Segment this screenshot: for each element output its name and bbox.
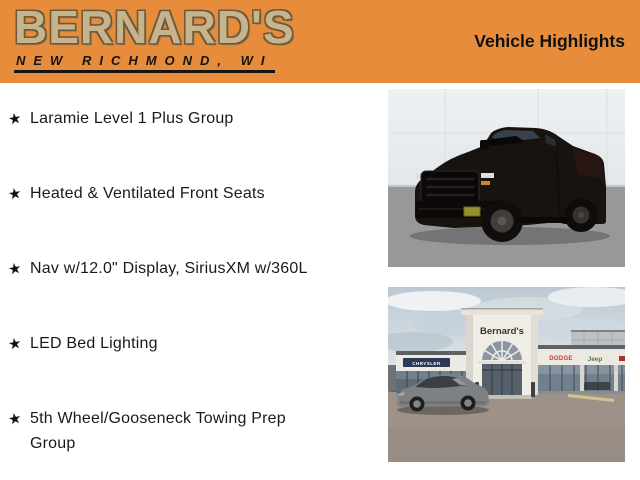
feature-item <box>8 331 308 356</box>
feature-text: Laramie Level 1 Plus Group <box>30 110 234 127</box>
dealership-illustration <box>388 287 625 462</box>
star-icon: ★ <box>6 184 23 204</box>
feature-item <box>8 106 308 131</box>
chrysler-sign: CHRYSLER <box>412 361 441 366</box>
page-title: Vehicle Highlights <box>474 31 625 51</box>
feature-item <box>8 256 308 281</box>
jeep-sign: Jeep <box>587 356 603 363</box>
feature-text: 5th Wheel/Gooseneck Towing Prep Group <box>30 410 286 452</box>
dodge-sign: DODGE <box>549 356 573 362</box>
dealer-logo-location: NEW RICHMOND, WI <box>14 53 275 73</box>
star-icon: ★ <box>6 109 23 129</box>
feature-item <box>8 406 308 456</box>
dealer-logo-name: BERNARD'S <box>14 1 295 53</box>
star-icon: ★ <box>6 259 23 279</box>
feature-text: Nav w/12.0" Display, SiriusXM w/360L <box>30 260 308 277</box>
feature-text: Heated & Ventilated Front Seats <box>30 185 265 202</box>
dealer-logo <box>14 2 295 73</box>
dealership-photo <box>388 287 625 462</box>
truck-studio-illustration <box>388 89 625 267</box>
feature-item <box>8 181 308 206</box>
bernards-building-sign: Bernard's <box>480 326 524 337</box>
vehicle-photo-truck <box>388 89 625 267</box>
star-icon: ★ <box>6 334 23 354</box>
header-banner <box>0 0 640 83</box>
feature-text: LED Bed Lighting <box>30 335 158 352</box>
star-icon: ★ <box>6 409 23 429</box>
